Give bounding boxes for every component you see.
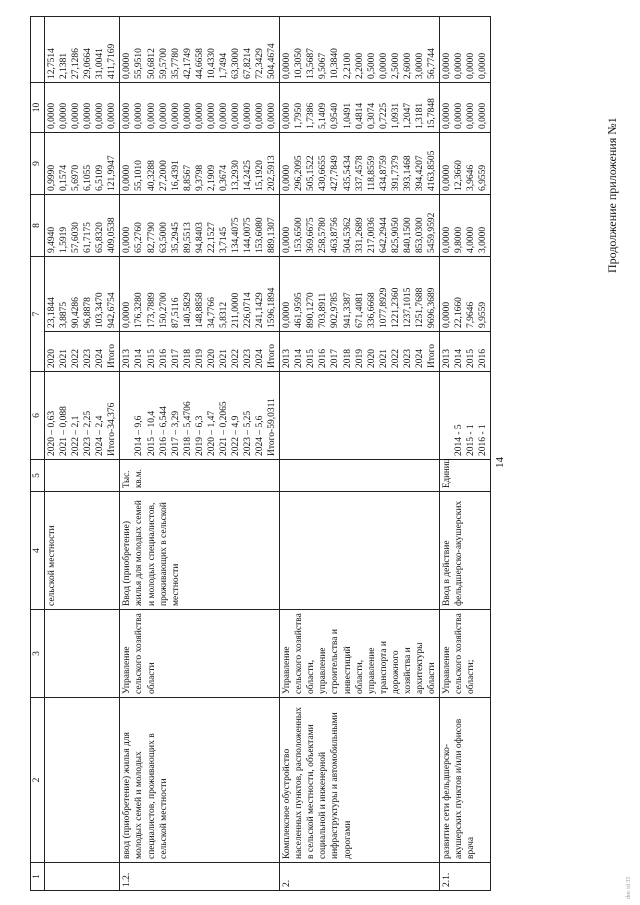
- responsible: Управление сельского хозяйства области, управление строительства и инвестиций области, управление транспорта и дорожного хозяйства и архитектуры области: [280, 610, 440, 698]
- target-values: 2014 - 5 2015 - 1 2016 - 1: [440, 372, 491, 460]
- col-header-2: 2: [31, 698, 45, 863]
- responsible: Управление сельского хозяйства области;: [440, 610, 491, 698]
- unit: [280, 460, 440, 492]
- years: 2013 2014 2015 2016: [440, 332, 491, 372]
- local-funding: 0,0000 0,0000 0,0000 0,0000 0,0000 0,0000: [45, 83, 120, 133]
- activity-name: ввод (приобретение) жилья для молодых семей и молодых специалистов, проживающих в сельской местности: [120, 698, 280, 863]
- col-header-7: 7: [31, 257, 45, 372]
- activity-name: [45, 698, 120, 863]
- other-funding: 0,0000 55,9510 50,6812 59,5700 35,7780 42,1749 44,6658 10,4330 1,7494 63,3000 67,8214 72,3429 504,4674: [120, 17, 280, 83]
- col-header-1: 1: [31, 863, 45, 891]
- regional-funding: 0,0000 55,1010 40,3288 27,2000 16,4391 8,8567 9,3798 2,1909 0,3674 13,2930 14,2425 15,1920 202,5913: [120, 133, 280, 195]
- col-header-6: 6: [31, 372, 45, 460]
- unit: Единиц: [440, 460, 491, 492]
- regional-funding: 0,0000 12,3660 3,9646 6,9559: [440, 133, 491, 195]
- indicator: Ввод (приобретение) жилья для молодых семей и молодых специалистов, проживающих в сельской местности: [120, 492, 280, 610]
- unit: Тыс. кв.м.: [120, 460, 280, 492]
- col-header-3: 3: [31, 610, 45, 698]
- row-number: 2.1.: [440, 863, 491, 891]
- years: 2020 2021 2022 2023 2024 Итого: [45, 332, 120, 372]
- target-values: 2014 – 9,6 2015 – 10,4 2016 – 6,544 2017 – 3,29 2018 – 5,4706 2019 – 6,3 2020 – 1,47 2021 – 0,2065 2022 – 4,9 2023 – 5,25 2024 – 5,6 Итого-59,0311: [120, 372, 280, 460]
- col-header-5: 5: [31, 460, 45, 492]
- table-row: [45, 17, 120, 891]
- appendix-title: Продолжение приложения №1: [605, 117, 619, 273]
- activity-name: Комплексное обустройство населенных пунктов, расположенных в сельской местности, объектами социальной и инженерной инфраструктуры и автомобильными дорогами: [280, 698, 440, 863]
- local-funding: 0,0000 1,7950 1,7386 5,1409 0,9540 1,0491 0,4814 0,3074 0,7225 1,0931 1,2047 1,3181 15,7848: [280, 83, 440, 133]
- col-header-8: 8: [31, 195, 45, 257]
- row-number: 1.2.: [120, 863, 280, 891]
- activity-name: развитие сети фельдшерско-акушерских пунктов и/или офисов врача: [440, 698, 491, 863]
- program-table: [30, 16, 491, 891]
- total-funding: 0,0000 22,1660 7,9646 9,9559: [440, 257, 491, 332]
- other-funding: 0,0000 0,0000 0,0000 0,0000: [440, 17, 491, 83]
- row-number: [45, 863, 120, 891]
- page-number: 14: [494, 457, 506, 468]
- scan-mark: doc id 35: [626, 876, 632, 899]
- responsible: [45, 610, 120, 698]
- indicator: Ввод в действие фельдшерско-акушерских: [440, 492, 491, 610]
- total-funding: 23,1844 3,8875 90,4286 96,8878 103,3470 942,6754: [45, 257, 120, 332]
- header-row: [31, 17, 45, 891]
- col-header-4: 4: [31, 492, 45, 610]
- col-header-11: [31, 17, 45, 83]
- row-number: 2.: [280, 863, 440, 891]
- other-funding: 0,0000 10,3050 13,5687 9,5067 10,3840 2,2100 2,2000 0,5000 0,0000 2,5000 2,6000 3,0000 56,7744: [280, 17, 440, 83]
- regional-funding: 0,9990 0,1574 5,6970 6,1055 6,5109 121,9947: [45, 133, 120, 195]
- total-funding: 0,0000 461,9595 890,1270 703,8911 902,9785 941,3387 671,4081 336,6668 1077,8929 1221,2360 1237,1015 1251,7688 9696,3689: [280, 257, 440, 332]
- other-funding: 12,7514 2,1381 27,1286 29,0664 31,0041 411,7169: [45, 17, 120, 83]
- regional-funding: 0,0000 296,2095 505,1522 430,6655 427,7849 435,5434 337,4578 118,8559 434,8759 391,7379 393,1468 394,4207 4163,8505: [280, 133, 440, 195]
- local-funding: 0,0000 0,0000 0,0000 0,0000 0,0000 0,0000 0,0000 0,0000 0,0000 0,0000 0,0000 0,0000 0,0000: [120, 83, 280, 133]
- table-row: [120, 17, 280, 891]
- unit: [45, 460, 120, 492]
- years: 2013 2014 2015 2016 2017 2018 2019 2020 2021 2022 2023 2024 Итого: [120, 332, 280, 372]
- federal-funding: 0,0000 9,8000 4,0000 3,0000: [440, 195, 491, 257]
- local-funding: 0,0000 0,0000 0,0000 0,0000: [440, 83, 491, 133]
- indicator: сельской местности: [45, 492, 120, 610]
- total-funding: 0,0000 176,3280 173,7889 150,2700 87,5116 140,5829 148,8858 34,7766 5,8312 211,0000 226,0714 241,1429 1596,1894: [120, 257, 280, 332]
- table-row: [440, 17, 491, 891]
- responsible: Управление сельского хозяйства области: [120, 610, 280, 698]
- federal-funding: 9,4940 1,5919 57,6030 61,7175 65,8320 409,0538: [45, 195, 120, 257]
- target-values: 2020 – 0,63 2021 – 0,088 2022 – 2,1 2023 – 2,25 2024 – 2,4 Итого-34,376: [45, 372, 120, 460]
- federal-funding: 0,0000 65,2760 82,7790 63,5000 35,2945 89,5513 94,8403 22,1527 3,7145 134,4075 144,0075 153,6080 889,1307: [120, 195, 280, 257]
- years: 2013 2014 2015 2016 2017 2018 2019 2020 2021 2022 2023 2024 Итого: [280, 332, 440, 372]
- target-values: [280, 372, 440, 460]
- table-row: [280, 17, 440, 891]
- col-header-10: 10: [31, 83, 45, 133]
- indicator: [280, 492, 440, 610]
- col-header-9: 9: [31, 133, 45, 195]
- federal-funding: 0,0000 153,6500 369,6675 258,5780 463,8756 504,5362 331,2689 217,0036 642,2944 825,9050 840,1500 853,0300 5459,9592: [280, 195, 440, 257]
